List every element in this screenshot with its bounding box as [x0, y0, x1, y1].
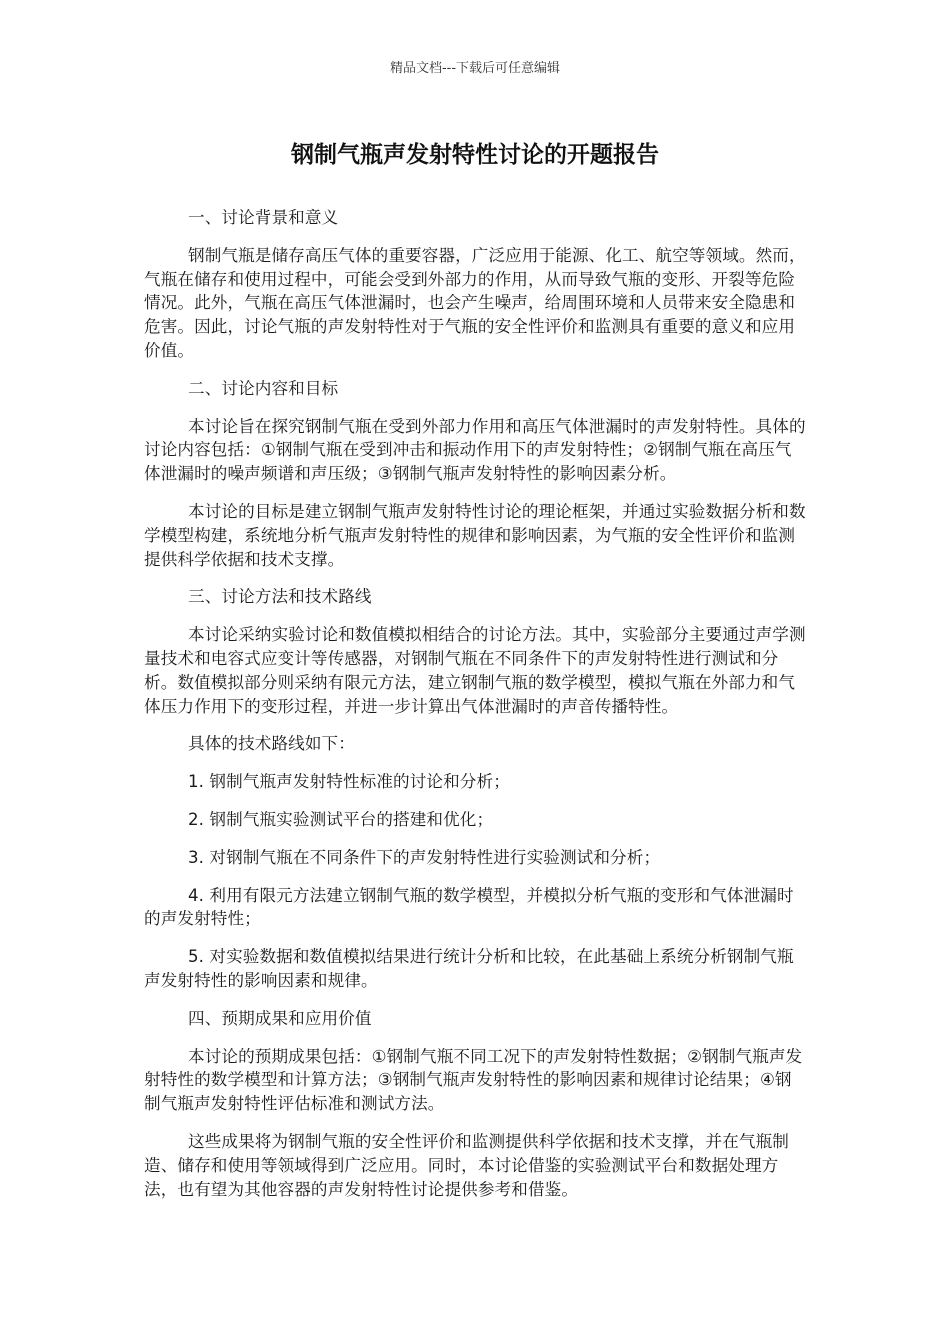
section-heading-background: 一、讨论背景和意义	[188, 208, 339, 227]
section-heading-content-goals: 二、讨论内容和目标	[188, 378, 339, 398]
paragraph-outcomes: 本讨论的预期成果包括：①钢制气瓶不同工况下的声发射特性数据；②钢制气瓶声发射特性的数学模型和计算方法；③钢制气瓶声发射特性的影响因素和规律讨论结果；④钢制气瓶声发射特性评估标准和测试方法。	[144, 1046, 803, 1114]
section-heading-methods: 三、讨论方法和技术路线	[188, 587, 372, 607]
document-title: 钢制气瓶声发射特性讨论的开题报告	[291, 142, 659, 168]
route-step-4: 4. 利用有限元方法建立钢制气瓶的数学模型，并模拟分析气瓶的变形和气体泄漏时的声发射特性；	[144, 885, 794, 929]
section-heading-outcomes: 四、预期成果和应用价值	[188, 1008, 372, 1028]
paragraph-methods: 本讨论采纳实验讨论和数值模拟相结合的讨论方法。其中，实验部分主要通过声学测量技术和电容式应变计等传感器，对钢制气瓶在不同条件下的声发射特性进行测试和分析。数值模拟部分则采纳有限元方法，建立钢制气瓶的数学模型，模拟气瓶在外部力和气体压力作用下的变形过程，并进一步计算出气体泄漏时的声音传播特性。	[144, 625, 806, 716]
paragraph-route-intro: 具体的技术路线如下：	[188, 734, 355, 754]
paragraph-background: 钢制气瓶是储存高压气体的重要容器，广泛应用于能源、化工、航空等领域。然而，气瓶在储存和使用过程中，可能会受到外部力的作用，从而导致气瓶的变形、开裂等危险情况。此外，气瓶在高压气体泄漏时，也会产生噪声，给周围环境和人员带来安全隐患和危害。因此，讨论气瓶的声发射特性对于气瓶的安全性评价和监测具有重要的意义和应用价值。	[144, 245, 806, 360]
route-step-1: 1. 钢制气瓶声发射特性标准的讨论和分析；	[188, 772, 510, 792]
paragraph-content: 本讨论旨在探究钢制气瓶在受到外部力作用和高压气体泄漏时的声发射特性。具体的讨论内容包括：①钢制气瓶在受到冲击和振动作用下的声发射特性；②钢制气瓶在高压气体泄漏时的噪声频谱和声压级；③钢制气瓶声发射特性的影响因素分析。	[144, 416, 806, 484]
route-step-5: 5. 对实验数据和数值模拟结果进行统计分析和比较，在此基础上系统分析钢制气瓶声发射特性的影响因素和规律。	[144, 947, 794, 990]
route-step-3: 3. 对钢制气瓶在不同条件下的声发射特性进行实验测试和分析；	[188, 847, 661, 867]
document-body	[144, 206, 808, 1215]
page-header-note: 精品文档---下载后可任意编辑	[389, 61, 561, 76]
route-step-2: 2. 钢制气瓶实验测试平台的搭建和优化；	[188, 809, 494, 829]
paragraph-applications: 这些成果将为钢制气瓶的安全性评价和监测提供科学依据和技术支撑，并在气瓶制造、储存和使用等领域得到广泛应用。同时，本讨论借鉴的实验测试平台和数据处理方法，也有望为其他容器的声发射特性讨论提供参考和借鉴。	[144, 1131, 789, 1199]
paragraph-goals: 本讨论的目标是建立钢制气瓶声发射特性讨论的理论框架，并通过实验数据分析和数学模型构建，系统地分析气瓶声发射特性的规律和影响因素，为气瓶的安全性评价和监测提供科学依据和技术支撑。	[144, 501, 806, 569]
